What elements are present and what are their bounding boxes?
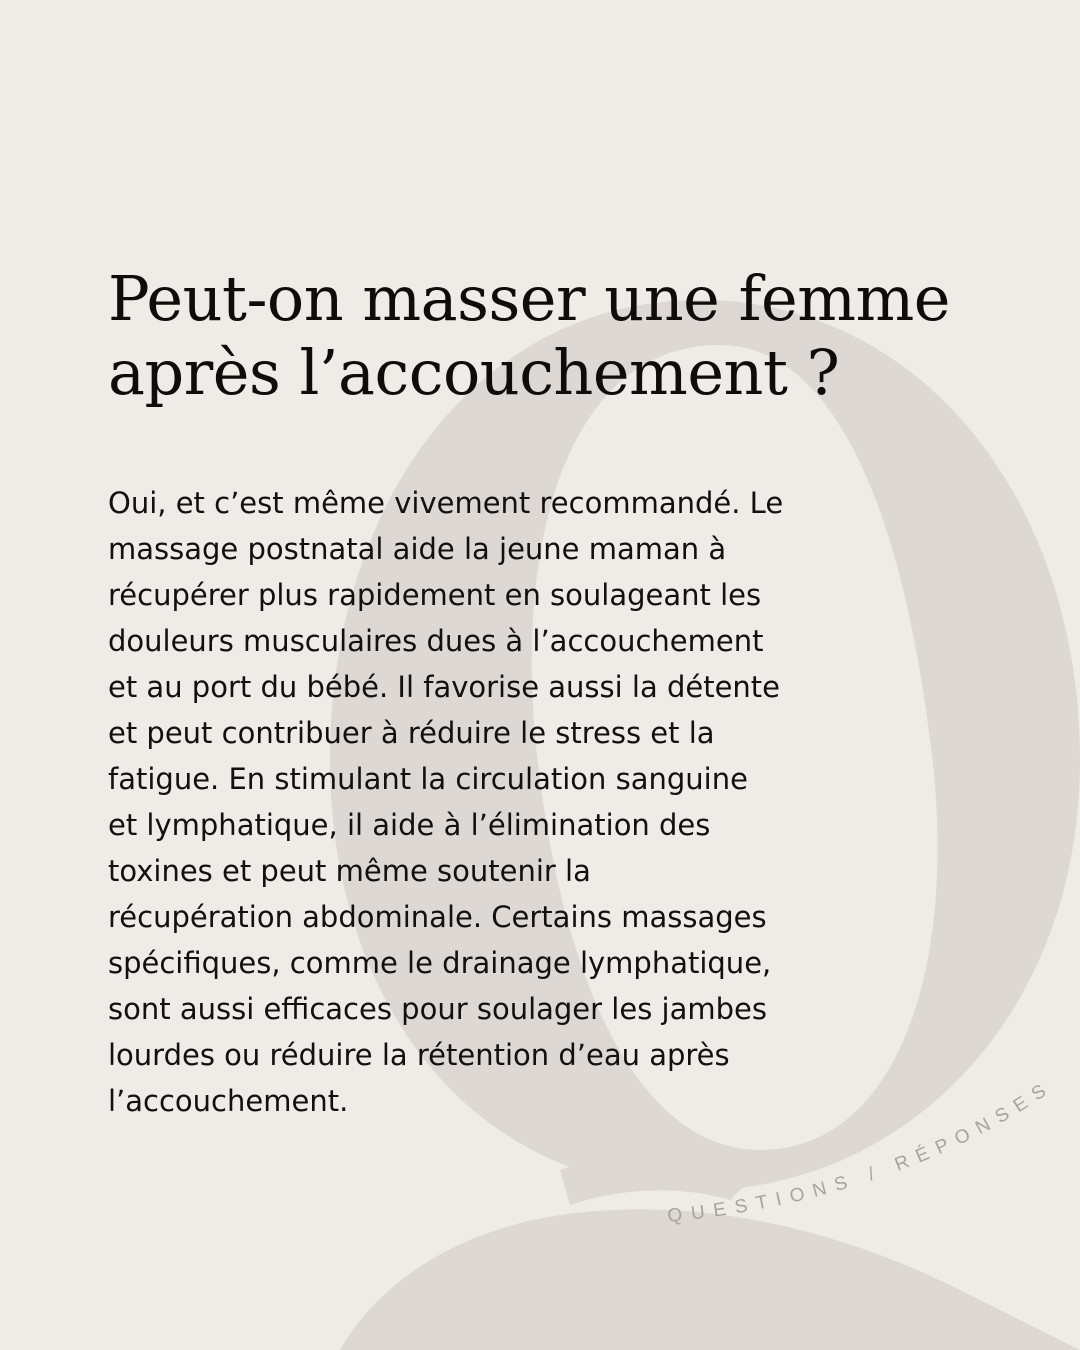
body-line: lourdes ou réduire la rétention d’eau après [108, 1038, 730, 1072]
body-line: et au port du bébé. Il favorise aussi la détente [108, 670, 781, 704]
answer-paragraph [108, 480, 948, 1124]
q-tail-shape [340, 1155, 1080, 1350]
body-line: Oui, et c’est même vivement recommandé. Le [108, 486, 784, 520]
body-line: massage postnatal aide la jeune maman à [108, 532, 727, 566]
body-line: spécifiques, comme le drainage lymphatique, [108, 946, 772, 980]
body-line: et peut contribuer à réduire le stress et la [108, 716, 715, 750]
body-line: récupérer plus rapidement en soulageant les [108, 578, 762, 612]
title-line: après l’accouchement ? [108, 336, 840, 409]
tagline-textpath: QUESTIONS / RÉPONSES [666, 1075, 1058, 1228]
body-line: sont aussi efficaces pour soulager les jambes [108, 992, 767, 1026]
body-line: et lymphatique, il aide à l’élimination des [108, 808, 711, 842]
body-line: douleurs musculaires dues à l’accouchement [108, 624, 764, 658]
title-line: Peut-on masser une femme [108, 262, 950, 335]
body-line: fatigue. En stimulant la circulation sanguine [108, 762, 748, 796]
page-title [108, 262, 988, 410]
body-line: toxines et peut même soutenir la [108, 854, 591, 888]
body-line: récupération abdominale. Certains massages [108, 900, 767, 934]
body-line: l’accouchement. [108, 1084, 349, 1118]
